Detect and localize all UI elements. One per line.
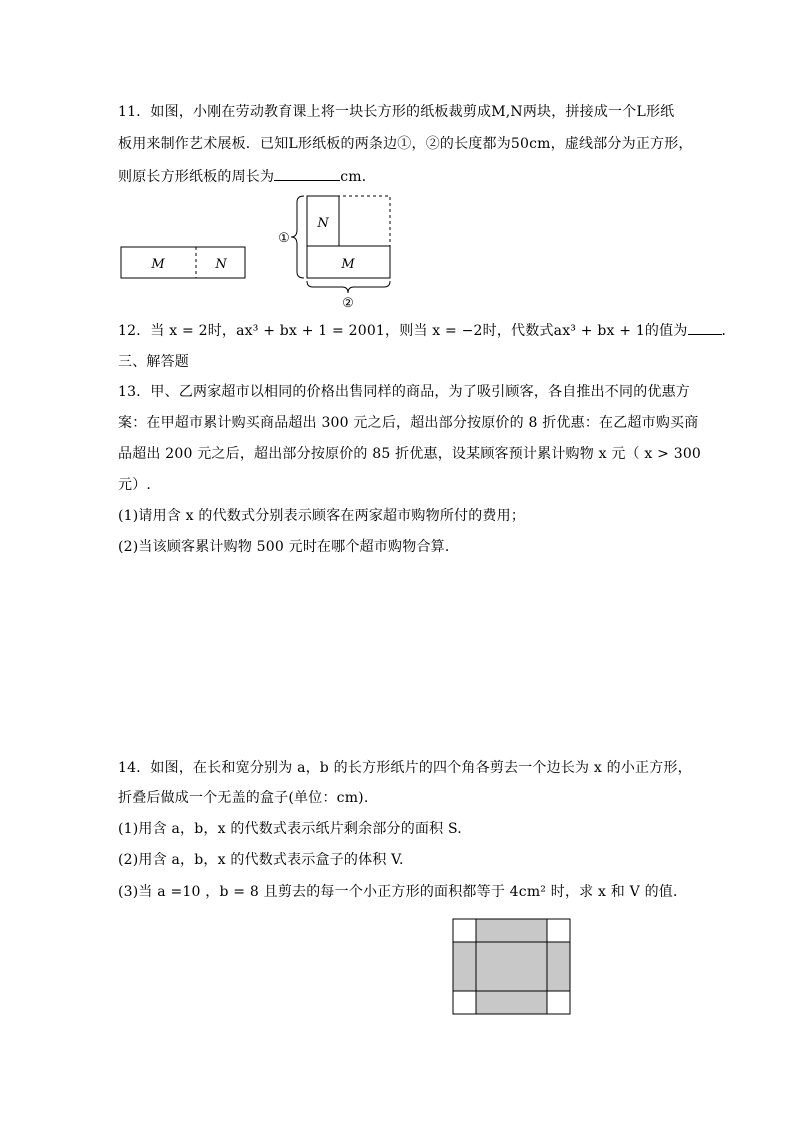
q13-part2: (2)当该顾客累计购物 500 元时在哪个超市购物合算． — [118, 539, 460, 555]
q12-text: 12．当 x = 2时，ax³ + bx + 1 = 2001，则当 x = −2时，代数式ax³ + bx + 1的值为 — [118, 323, 688, 339]
q11-label-m: M — [151, 257, 165, 272]
q11-label-n: N — [215, 257, 227, 272]
q11-line1: 11．如图，小刚在劳动教育课上将一块长方形的纸板裁剪成M,N两块，拼接成一个L形纸 — [118, 104, 675, 120]
section-heading: 三、解答题 — [118, 354, 189, 370]
q14-line1: 14．如图，在长和宽分别为 a，b 的长方形纸片的四个角各剪去一个边长为 x 的小正方形， — [118, 760, 692, 776]
q14-corner-bottom-right — [547, 991, 570, 1014]
q13-line3: 品超出 200 元之后，超出部分按原价的 85 折优惠，设某顾客预计累计购物 x 元（ x > 300 — [118, 446, 702, 462]
q12-period: ． — [721, 323, 736, 339]
q14-part2: (2)用含 a，b，x 的代数式表示盒子的体积 V. — [118, 852, 404, 868]
q12-answer-blank — [688, 320, 722, 335]
q13-line4: 元）. — [118, 477, 152, 493]
q14-corner-bottom-left — [453, 991, 476, 1014]
q12-line — [118, 320, 736, 341]
q11-bottom-brace — [307, 281, 390, 293]
q13-line2: 案：在甲超市累计购买商品超出 300 元之后，超出部分按原价的 8 折优惠：在乙超市购买商 — [118, 415, 699, 431]
q14-box-net-figure — [450, 916, 574, 1018]
q11-line3-text: 则原长方形纸板的周长为 — [118, 169, 275, 185]
q13-line1: 13．甲、乙两家超市以相同的价格出售同样的商品，为了吸引顾客，各自推出不同的优惠方 — [118, 384, 691, 400]
q11-side2-label: ② — [342, 296, 354, 311]
q11-l-label-m: M — [341, 257, 355, 272]
q14-corner-top-left — [453, 919, 476, 942]
q11-side1-label: ① — [278, 231, 290, 246]
q11-rectangle-figure — [118, 245, 250, 281]
q14-corner-top-right — [547, 919, 570, 942]
q14-part3: (3)当 a =10 ，b = 8 且剪去的每一个小正方形的面积都等于 4cm² 时，求 x 和 V 的值． — [118, 884, 688, 900]
q14-part1: (1)用含 a，b，x 的代数式表示纸片剩余部分的面积 S. — [118, 821, 462, 837]
q11-l-shape-figure — [272, 188, 398, 312]
q13-part1: (1)请用含 x 的代数式分别表示顾客在两家超市购物所付的费用； — [118, 508, 526, 524]
q11-answer-blank — [274, 166, 340, 181]
q11-line2: 板用来制作艺术展板．已知L形纸板的两条边①，②的长度都为50cm，虚线部分为正方形， — [118, 136, 693, 152]
q11-line3-unit: cm． — [340, 169, 376, 185]
q11-line3 — [118, 166, 376, 187]
q11-l-label-n: N — [317, 216, 329, 231]
q11-left-brace — [291, 196, 304, 278]
q14-line2: 折叠后做成一个无盖的盒子(单位：cm). — [118, 790, 369, 806]
